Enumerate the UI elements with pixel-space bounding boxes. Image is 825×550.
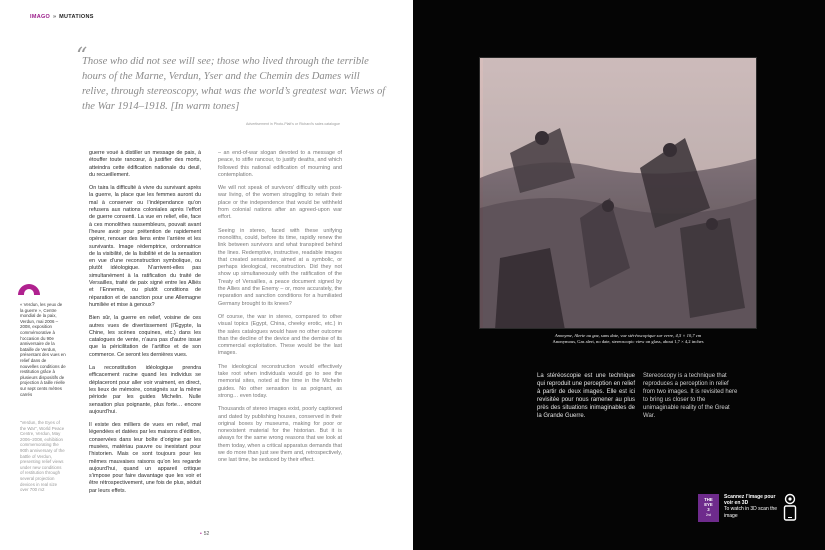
- english-paragraph: Thousands of stereo images exist, poorly captioned and dated by publishing houses, conserved in their original boxes by museums, making for poor or nonexistent material for the historian. But it is always for the same wrong reasons that we look at them today, when a critical apparatus demands that we do more than just see them and, retrospectively, one last time, be seduced by their effect.: [218, 406, 342, 464]
- margin-note-english: “Verdun, the Eyes of the War”, World Peace Centre, Verdun, May 2006–2008, exhibition commemorating the 90th anniversary of the battle of Verdun, presenting relief views under new conditions of restitution through several projection devices in real size over 700 m2: [20, 420, 65, 493]
- stereoscopy-definition-french: La stéréoscopie est une technique qui reproduit une perception en relief à partir de deux images. Elle est ici revisitée pour nous ramener au plus près des situations inimaginables de la Grande Guerre.: [537, 373, 635, 419]
- the-eye-logo[interactable]: [698, 494, 719, 522]
- stereoscopy-definition-english: Stereoscopy is a technique that reproduces a perception in relief from two images. It is revisited here to bring us closer to the unimaginable reality of the Great War.: [643, 373, 738, 419]
- english-body-column: [218, 150, 342, 471]
- photo-caption: [528, 333, 728, 345]
- page-number-bullet-icon: •: [200, 531, 202, 537]
- section-header: [30, 14, 94, 20]
- page-number: [200, 531, 209, 537]
- page-number-value: 52: [203, 531, 210, 537]
- quote-mark: “: [76, 44, 88, 69]
- french-paragraph: guerre voué à distiller un message de paix, à étouffer toute rancœur, à justifier des morts, atteindra cette édification nationale du deuil, du recueillement.: [89, 150, 201, 178]
- anaglyph-trench-photo-image: [480, 58, 757, 329]
- pull-quote: Those who did not see will see; those who lived through the terrible hours of the Marne, Verdun, Yser and the Chemin des Dames will relive, through stereoscopy, what was the world’s greatest war. Views of the War 1914–1918. [In warm tones]: [82, 56, 386, 112]
- right-page: [413, 0, 825, 550]
- accent-semicircle-icon: [18, 284, 40, 295]
- phone-scan-icon: [780, 493, 800, 521]
- scan-prompt-french: Scannez l’image pour voir en 3D: [724, 494, 776, 507]
- stereo-photo: [479, 57, 757, 329]
- section-label: IMAGO: [30, 14, 51, 20]
- section-separator: »: [52, 14, 57, 20]
- scan-prompt[interactable]: [724, 494, 782, 519]
- logo-line: 3: [707, 507, 710, 512]
- scan-prompt-english: To watch in 3D scan the image: [724, 506, 778, 519]
- margin-note-french: « Verdun, les yeux de la guerre », Centre mondial de la paix, Verdun, mai 2006 – 2008, exposition commémorative à l’occasion du 90e anniversaire de la bataille de Verdun, présentant des vues en relief dans de nouvelles conditions de restitution grâce à plusieurs dispositifs de projection à taille réelle sur sept cents mètres carrés: [20, 302, 66, 397]
- logo-line: 2nd: [705, 512, 712, 517]
- subsection-label: MUTATIONS: [59, 14, 94, 20]
- english-paragraph: Seeing in stereo, faced with these unifying monoliths, could, before its time, rapidly renew the link between survivors and what transpired behind the lines. Redemptive, instructive, readable images that created sensations, aimed at a symbolic, or perhaps ideological, reconstruction. Did they not show up simultaneously with the ratification of the Treaty of Versailles, a peace document signed by the Allies and the Enemy – or, more accurately, the reparation and sanction conditions for a humiliated Germany brought to its knees?: [218, 227, 342, 307]
- english-paragraph: The ideological reconstruction would effectively take root when individuals would go to see the memorial sites, noted at the time in the Michelin guides. No other sensation is as poignant, as strong… even today.: [218, 363, 342, 399]
- logo-line: EYE: [704, 502, 713, 508]
- logo-line: THE: [704, 497, 713, 503]
- photo-caption-english: Anonymous, Gas alert, no date, stereoscopic view on glass, about 1,7 × 4,2 inches: [552, 339, 704, 344]
- french-paragraph: Bien sûr, la guerre en relief, voisine de ces autres vues de divertissement (l’Égypte, la Chine, les scènes coquines, etc.) dans les catalogues de vente, n’aura pas d’autre issue que la péricilitation de l’artifice et de son commerce. Ce seront les dernières vues.: [89, 315, 201, 358]
- english-paragraph: – an end-of-war slogan devoted to a message of peace, to stifle rancour, to justify deaths, and which followed this national edification of mourning and contemplation.: [218, 150, 342, 178]
- french-paragraph: On taira la difficulté à vivre du survivant après la guerre, la place que les femmes auront du mal à conserver ou l’indépendance qu’on refusera aux nations coloniales après l’effort de guerre consenti. La vue en relief, elle, face à ces monolithes rassembleurs, pouvait avant l’heure avoir pour prétention de rapidement opérer, renouer des liens entre l’arrière et les survivants. Image rédemptrice, ordonnatrice de la visibilité, de la lisibilité et de la sensation en vue d’une reconstruction symbolique, ou plutôt idéologique. N’arrivent-elles pas simultanément à la ratification du traité de Versailles, traité de paix signé entre les Alliés et l’Ennemie, ou plutôt conditions de réparation et de sanction pour une Allemagne humiliée et mise à genoux?: [89, 185, 201, 308]
- french-paragraph: Il existe des milliers de vues en relief, mal légendées et datées par les maisons d’édition, conservées dans leur boîte d’origine par les musées, matériau pauvre ou inexistant pour l’historien. Mais ce sont toujours pour les mêmes mauvaises raisons qu’on les regarde aujourd’hui, quand un appareil critique s’impose pour faire davantage que les voir et être rétrospectivement, une fois de plus, séduit par leurs effets.: [89, 422, 201, 494]
- english-paragraph: We will not speak of survivors’ difficulty with post-war living, of the women struggling to retain their place or the independence that would be withheld from colonial nations after an agreed-upon war effort.: [218, 185, 342, 221]
- quote-credit: Advertisement in Photo-Plait’s or Richard’s sales catalogue: [246, 122, 340, 126]
- photo-caption-french: Anonyme, Alerte au gaz, sans date, vue stéréoscopique sur verre, 4,5 × 10,7 cm: [554, 333, 702, 338]
- french-body-column: [89, 150, 201, 501]
- english-paragraph: Of course, the war in stereo, compared to other visual topics (Egypt, China, cheeky erotic, etc.) in the sales catalogues would have no other outcome than the decline of the device and the demise of its commercial exploitation. These would be the last images.: [218, 313, 342, 357]
- french-paragraph: La reconstitution idéologique prendra efficacement racine quand les individus se déplaceront pour aller voir vraiment, en direct, les lieux de mémoire, consignés sur la même période par les guides Michelin. Nulle sensation plus poignante, plus forte… encore aujourd’hui.: [89, 365, 201, 415]
